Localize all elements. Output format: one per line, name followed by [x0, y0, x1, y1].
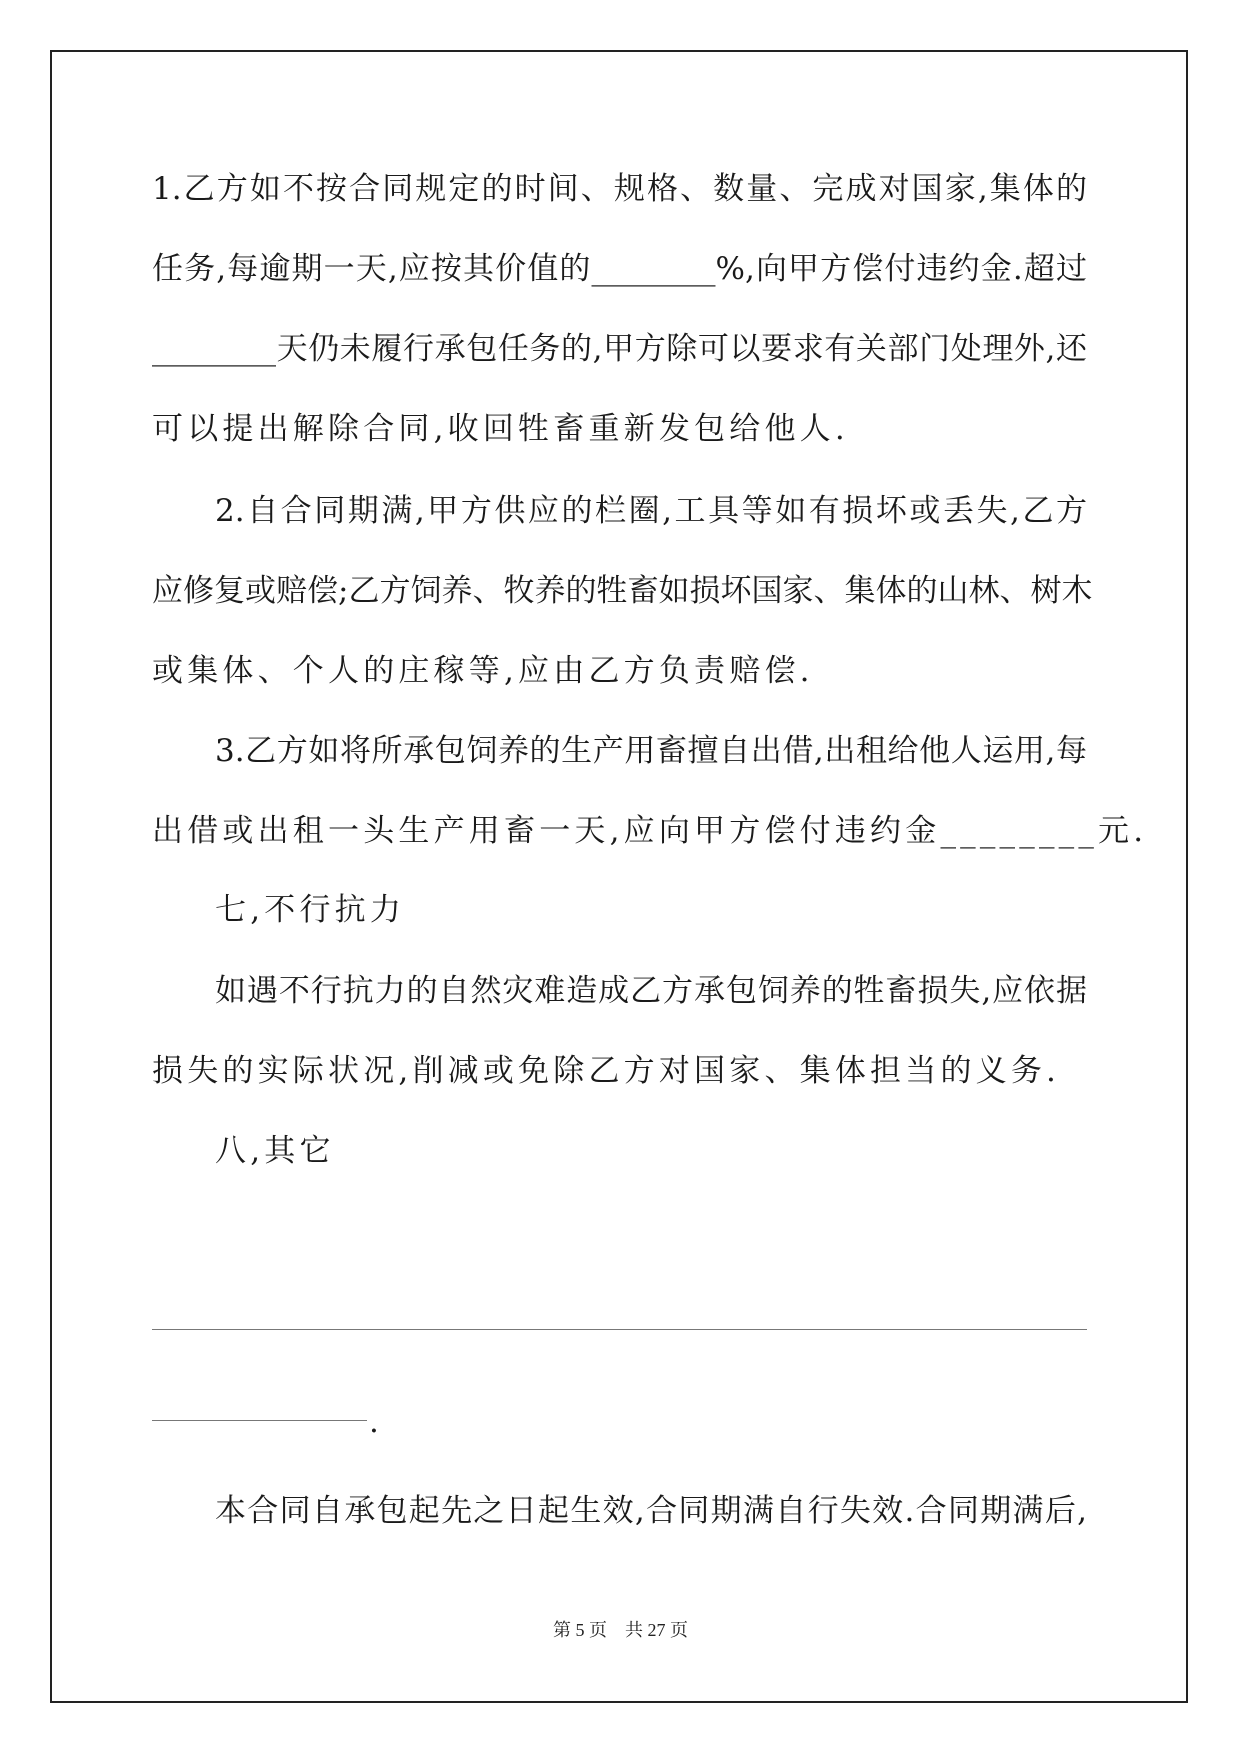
page-number: 第 5 页 共 27 页 [553, 1620, 688, 1640]
paragraph-2-line-1: 2.自合同期满,甲方供应的栏圈,工具等如有损坏或丢失,乙方 [215, 493, 1087, 529]
paragraph-5-line-1: 本合同自承包起先之日起生效,合同期满自行失效.合同期满后, [215, 1493, 1087, 1529]
paragraph-1-line-2: 任务,每逾期一天,应按其价值的________%,向甲方偿付违约金.超过 [152, 251, 1087, 287]
paragraph-1-line-4: 可以提出解除合同,收回牲畜重新发包给他人. [152, 411, 849, 447]
blank-line-short [152, 1420, 367, 1421]
section-heading-force-majeure: 七,不行抗力 [215, 892, 406, 928]
paragraph-3-line-1: 3.乙方如将所承包饲养的生产用畜擅自出借,出租给他人运用,每 [215, 733, 1087, 769]
paragraph-3-line-2: 出借或出租一头生产用畜一天,应向甲方偿付违约金________元. [152, 813, 1148, 849]
paragraph-4-line-1: 如遇不行抗力的自然灾难造成乙方承包饲养的牲畜损失,应依据 [215, 973, 1087, 1009]
section-heading-other: 八,其它 [215, 1133, 335, 1169]
paragraph-1-line-3: ________天仍未履行承包任务的,甲方除可以要求有关部门处理外,还 [152, 331, 1087, 367]
paragraph-4-line-2: 损失的实际状况,削减或免除乙方对国家、集体担当的义务. [152, 1053, 1061, 1089]
page-border [50, 50, 1188, 1703]
paragraph-2-line-2: 应修复或赔偿;乙方饲养、牧养的牲畜如损坏国家、集体的山林、树木 [152, 573, 1093, 609]
paragraph-1-line-1: 1.乙方如不按合同规定的时间、规格、数量、完成对国家,集体的 [152, 171, 1087, 207]
paragraph-2-line-3: 或集体、个人的庄稼等,应由乙方负责赔偿. [152, 653, 814, 689]
blank-line-full [152, 1329, 1087, 1330]
blank-line-period: . [369, 1404, 379, 1440]
